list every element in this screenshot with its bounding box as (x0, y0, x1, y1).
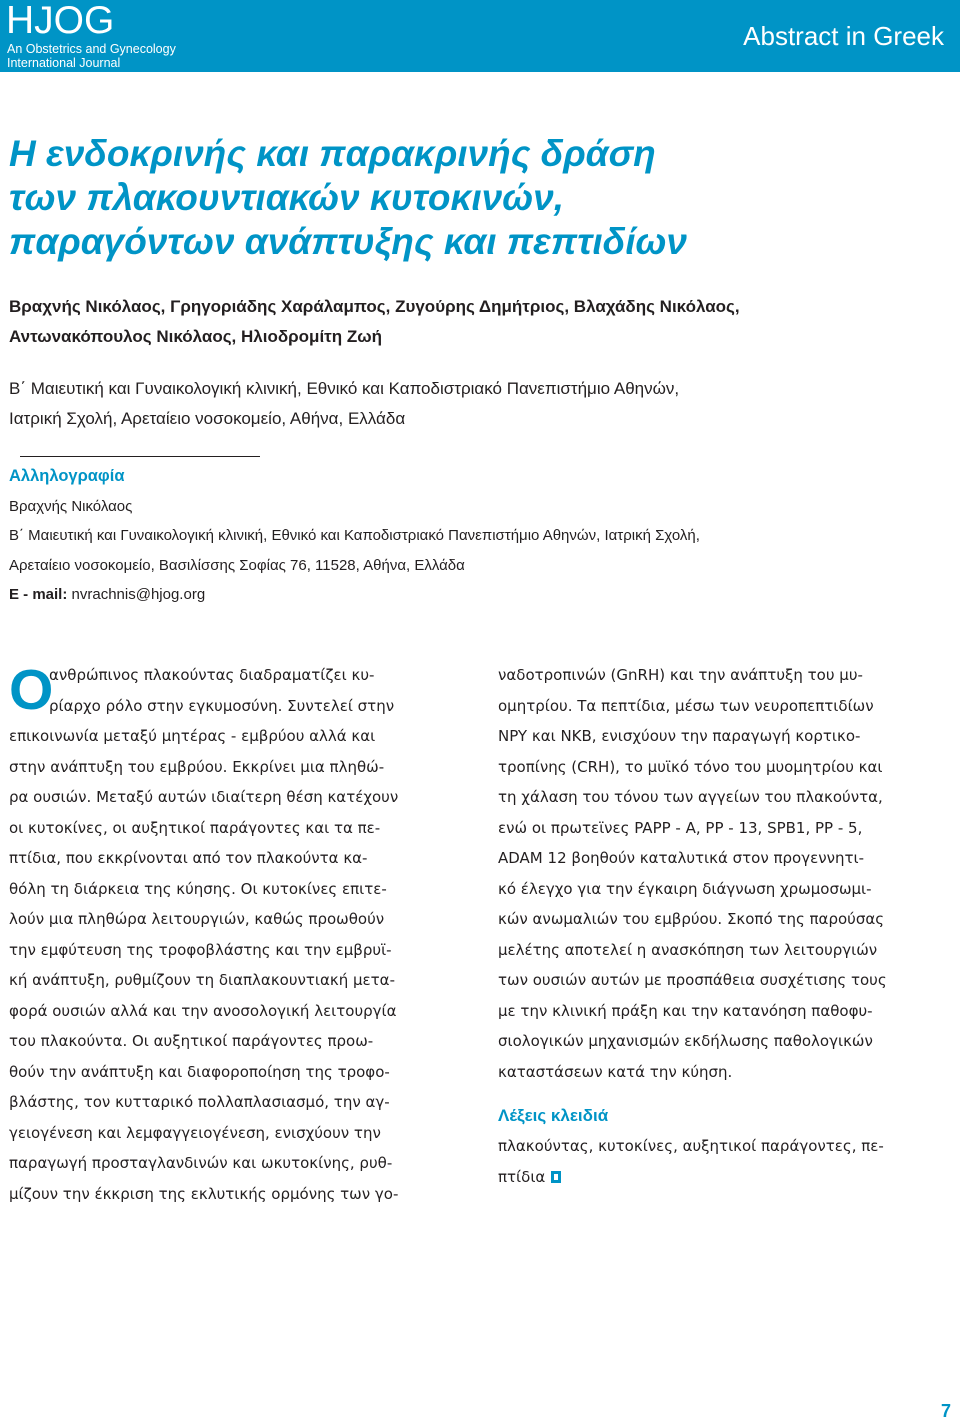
abstract-line: ρα ουσιών. Μεταξύ αυτών ιδιαίτερη θέση κατέχουν (9, 788, 399, 806)
abstract-line: κό έλεγχο για την έγκαιρη διάγνωση χρωμοσωμι- (498, 879, 872, 898)
abstract-line: ναδοτροπινών (GnRH) και την ανάπτυξη του μυ- (498, 666, 863, 684)
abstract-line: καταστάσεων κατά την κύηση. (498, 1062, 733, 1081)
article-title-line: Η ενδοκρινής και παρακρινής δράση (9, 133, 656, 174)
correspondence-name: Βραχνής Νικόλαος (9, 497, 133, 515)
affiliation-line: Β΄ Μαιευτική και Γυναικολογική κλινική, Εθνικό και Καποδιστριακό Πανεπιστήμιο Αθηνών, (9, 379, 680, 398)
abstract-line: του πλακούντα. Οι αυξητικοί παράγοντες προω- (9, 1032, 374, 1050)
abstract-line: ενώ οι πρωτεϊνες PAPP - A, PP - 13, SPB1, PP - 5, (498, 818, 863, 837)
abstract-line: τη χάλαση του τόνου των αγγείων του πλακούντα, (498, 788, 883, 806)
abstract-line: την εμφύτευση της τροφοβλάστης και την εμβρυϊ- (9, 940, 392, 959)
journal-logo: HJOG (6, 0, 115, 42)
keywords-heading: Λέξεις κλειδιά (498, 1106, 609, 1125)
abstract-line: NPY και NKB, ενισχύουν την παραγωγή κορτικο- (498, 727, 861, 745)
abstract-line: επικοινωνία μεταξύ μητέρας - εμβρύου αλλά και (9, 727, 376, 745)
affiliation (9, 374, 939, 434)
journal-logo-subtitle: An Obstetrics and Gynecology (7, 42, 176, 56)
abstract-column-left (9, 660, 471, 1209)
abstract-line: βλάστης, τον κυτταρικό πολλαπλασιασμό, την αγ- (9, 1093, 390, 1111)
correspondence-email (9, 580, 949, 610)
journal-logo-subtitle: International Journal (7, 56, 121, 70)
affiliation-line: Ιατρική Σχολή, Αρεταίειο νοσοκομείο, Αθήνα, Ελλάδα (9, 409, 406, 428)
abstract-line: παραγωγή προσταγλανδινών και ωκυτοκίνης, ρυθ- (9, 1154, 393, 1172)
abstract-line: πτίδια, που εκκρίνονται από τον πλακούντα κα- (9, 849, 368, 867)
abstract-line: ανθρώπινος πλακούντας διαδραματίζει κυ- (49, 666, 375, 684)
correspondence-heading: Αλληλογραφία (9, 467, 125, 485)
abstract-line: θόλη τη διάρκεια της κύησης. Οι κυτοκίνες επιτε- (9, 879, 387, 898)
author-line: Αντωνακόπουλος Νικόλαος, Ηλιοδρομίτη Ζωή (9, 327, 382, 346)
email-address: nvrachnis@hjog.org (67, 586, 206, 603)
section-divider (20, 456, 260, 457)
keywords-line (498, 1162, 953, 1193)
abstract-line: μίζουν την έκκριση της εκλυτικής ορμόνης των γο- (9, 1184, 399, 1203)
abstract-line: μελέτης αποτελεί η ανασκόπηση των λειτουργιών (498, 940, 878, 959)
correspondence-address: Β΄ Μαιευτική και Γυναικολογική κλινική, Εθνικό και Καποδιστριακό Πανεπιστήμιο Αθηνών, Ιατρική Σχολή, (9, 527, 700, 544)
email-label: E - mail: (9, 586, 68, 603)
section-label: Abstract in Greek (743, 21, 944, 51)
abstract-line: ADAM 12 βοηθούν καταλυτικά στον προγεννητι- (498, 849, 864, 867)
abstract-column-right (498, 660, 953, 1192)
abstract-line: θούν την ανάπτυξη και διαφοροποίηση της τροφο- (9, 1062, 390, 1081)
author-list (9, 292, 939, 352)
abstract-line: ρίαρχο ρόλο στην εγκυμοσύνη. Συντελεί στην (49, 696, 395, 715)
journal-header (0, 0, 960, 72)
end-of-article-icon (551, 1171, 561, 1183)
page-number: 7 (940, 1401, 951, 1421)
keywords-text: πτίδια (498, 1167, 546, 1186)
abstract-line: με την κλινική πράξη και την κατανόηση παθοφυ- (498, 1001, 873, 1020)
abstract-line: σιολογικών μηχανισμών εκδήλωσης παθολογικών (498, 1032, 873, 1050)
drop-cap: Ο (9, 658, 54, 722)
abstract-line: ομητρίου. Τα πεπτίδια, μέσω των νευροπεπτιδίων (498, 696, 874, 715)
article-title-line: των πλακουντιακών κυτοκινών, (9, 177, 564, 218)
abstract-line: φορά ουσιών αλλά και την ανοσολογική λειτουργία (9, 1001, 397, 1020)
article-title (9, 132, 929, 264)
abstract-line: στην ανάπτυξη του εμβρύου. Εκκρίνει μια πληθώ- (9, 757, 385, 776)
keywords-line: πλακούντας, κυτοκίνες, αυξητικοί παράγοντες, πε- (498, 1137, 884, 1155)
correspondence-block (9, 462, 949, 610)
abstract-line: οι κυτοκίνες, οι αυξητικοί παράγοντες και τα πε- (9, 818, 381, 837)
abstract-line: κών ανωμαλιών του εμβρύου. Σκοπό της παρούσας (498, 910, 885, 928)
abstract-line: των ουσιών αυτών με προσπάθεια συσχέτισης τους (498, 971, 887, 989)
abstract-line: κή ανάπτυξη, ρυθμίζουν τη διαπλακουντιακή μετα- (9, 971, 395, 989)
abstract-line: λούν μια πληθώρα λειτουργιών, καθώς προωθούν (9, 910, 385, 928)
abstract-line: γειογένεση και λεμφαγγειογένεση, ενισχύουν την (9, 1123, 381, 1142)
abstract-line: τροπίνης (CRH), το μυϊκό τόνο του μυομητρίου και (498, 757, 883, 776)
article-title-line: παραγόντων ανάπτυξης και πεπτιδίων (9, 221, 687, 262)
correspondence-address: Αρεταίειο νοσοκομείο, Βασιλίσσης Σοφίας 76, 11528, Αθήνα, Ελλάδα (9, 556, 465, 574)
author-line: Βραχνής Νικόλαος, Γρηγοριάδης Χαράλαμπος, Ζυγούρης Δημήτριος, Βλαχάδης Νικόλαος, (9, 297, 740, 316)
